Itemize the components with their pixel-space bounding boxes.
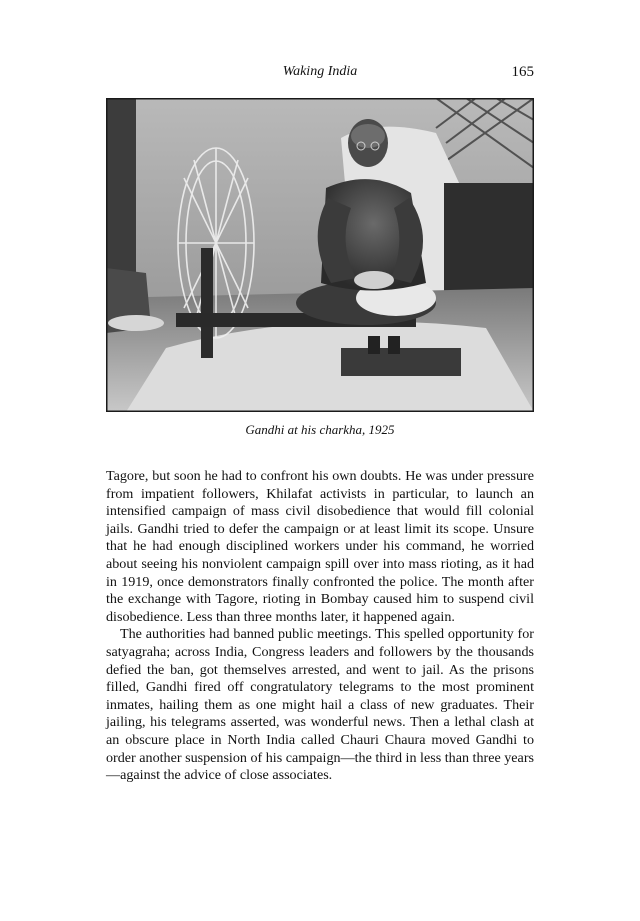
page-number: 165 bbox=[511, 64, 534, 80]
running-head bbox=[106, 64, 534, 84]
body-text bbox=[106, 468, 534, 785]
figure-caption: Gandhi at his charkha, 1925 bbox=[245, 422, 395, 437]
paragraph: The authorities had banned public meetings. This spelled opportunity for satyagraha; across India, Congress leaders and followers by the thousands defied the ban, got themselves arrested, and went to jail. As the prisons filled, Gandhi fired off congratulatory telegrams to the most prominent inmates, hailing them as one might hail a class of new graduates. Their jailing, his telegrams asserted, was wonderful news. Then a lethal clash at an obscure place in North India called Chauri Chaura moved Gandhi to order another suspension of his campaign—the third in less than three years—against the advice of close associates. bbox=[106, 626, 534, 784]
running-title: Waking India bbox=[282, 64, 358, 79]
paragraph: Tagore, but soon he had to confront his own doubts. He was under pressure from impatient followers, Khilafat activists in particular, to launch an intensified campaign of mass civil disobedience that would fill colonial jails. Gandhi tried to defer the campaign or at least limit its scope. Unsure that he had enough disciplined workers under his command, he worried about seeing his nonviolent campaign spill over into mass rioting, as it had in 1919, once demonstrators finally confronted the police. The month after the exchange with Tagore, rioting in Bombay caused him to suspend civil disobedience. Less than three months later, it happened again. bbox=[106, 468, 534, 625]
photo-illustration bbox=[106, 98, 534, 412]
gandhi-photo bbox=[106, 98, 534, 412]
